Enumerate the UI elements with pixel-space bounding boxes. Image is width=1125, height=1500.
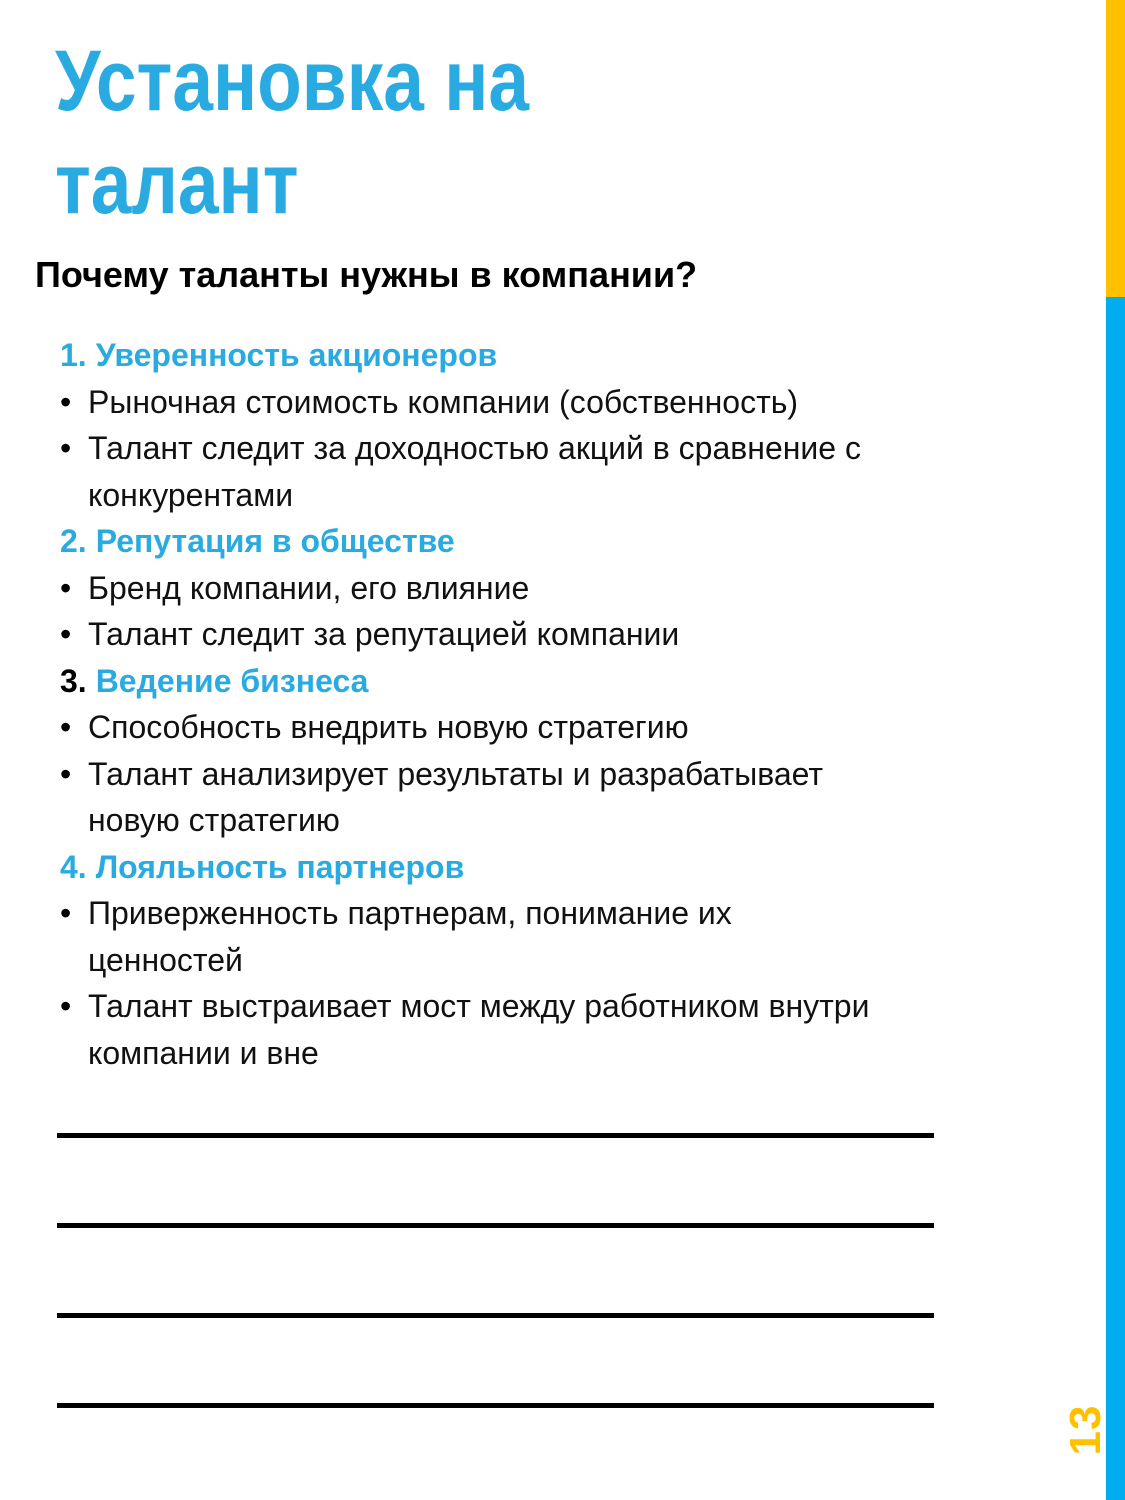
edge-bar-yellow-segment [1106,0,1125,297]
writing-line [57,1403,934,1408]
bullet-marker: • [60,895,72,931]
reasons-list [60,332,960,1076]
page-title-line-2: талант [55,136,299,232]
bullet-marker: • [60,430,72,466]
bullet-text: компании и вне [88,1034,319,1071]
section-heading-2 [60,518,960,565]
bullet-item [60,425,960,472]
writing-line [57,1133,934,1138]
bullet-marker: • [60,569,72,606]
bullet-text: Талант анализирует результаты и разрабатывает [88,755,824,792]
bullet-marker: • [60,755,72,792]
page-title [55,30,613,236]
bullet-marker: • [60,616,72,652]
bullet-text: Приверженность партнерам, понимание их [88,895,732,931]
bullet-text: Талант следит за репутацией компании [88,616,680,652]
page-number: 13 [1061,1404,1110,1456]
section-heading-label: Уверенность акционеров [95,337,498,373]
bullet-marker: • [60,709,72,745]
writing-line [57,1223,934,1228]
edge-color-bar [1106,0,1125,1500]
bullet-text: конкурентами [88,476,294,513]
page-subtitle: Почему таланты нужны в компании? [35,254,698,295]
bullet-text: Рыночная стоимость компании (собственность) [88,383,799,420]
bullet-item [60,704,960,751]
bullet-item-continuation [60,797,960,844]
bullet-text: Бренд компании, его влияние [88,569,530,606]
edge-bar-blue-segment [1106,297,1125,1500]
bullet-text: Талант выстраивает мост между работником внутри [88,988,870,1024]
bullet-item-continuation [60,937,960,984]
section-number: 1. [60,337,87,373]
section-heading-label: Лояльность партнеров [95,848,465,885]
bullet-item [60,379,960,426]
bullet-item [60,611,960,658]
section-number: 2. [60,523,87,559]
section-heading-1 [60,332,960,379]
bullet-item-continuation [60,1030,960,1077]
writing-line [57,1313,934,1318]
section-heading-3 [60,658,960,705]
section-heading-4 [60,844,960,891]
bullet-item [60,890,960,937]
bullet-item [60,983,960,1030]
bullet-marker: • [60,988,72,1024]
bullet-item [60,565,960,612]
bullet-text: новую стратегию [88,802,340,838]
bullet-marker: • [60,383,72,420]
bullet-text: Способность внедрить новую стратегию [88,709,689,745]
page-title-line-1: Установка на [55,33,530,129]
section-number: 3. [60,662,87,699]
bullet-text: Талант следит за доходностью акций в сравнение с [88,430,861,466]
section-number: 4. [60,848,87,885]
bullet-item [60,751,960,798]
section-heading-label: Репутация в обществе [95,523,455,559]
bullet-text: ценностей [88,941,243,978]
bullet-item-continuation [60,472,960,519]
section-heading-label: Ведение бизнеса [95,662,369,699]
